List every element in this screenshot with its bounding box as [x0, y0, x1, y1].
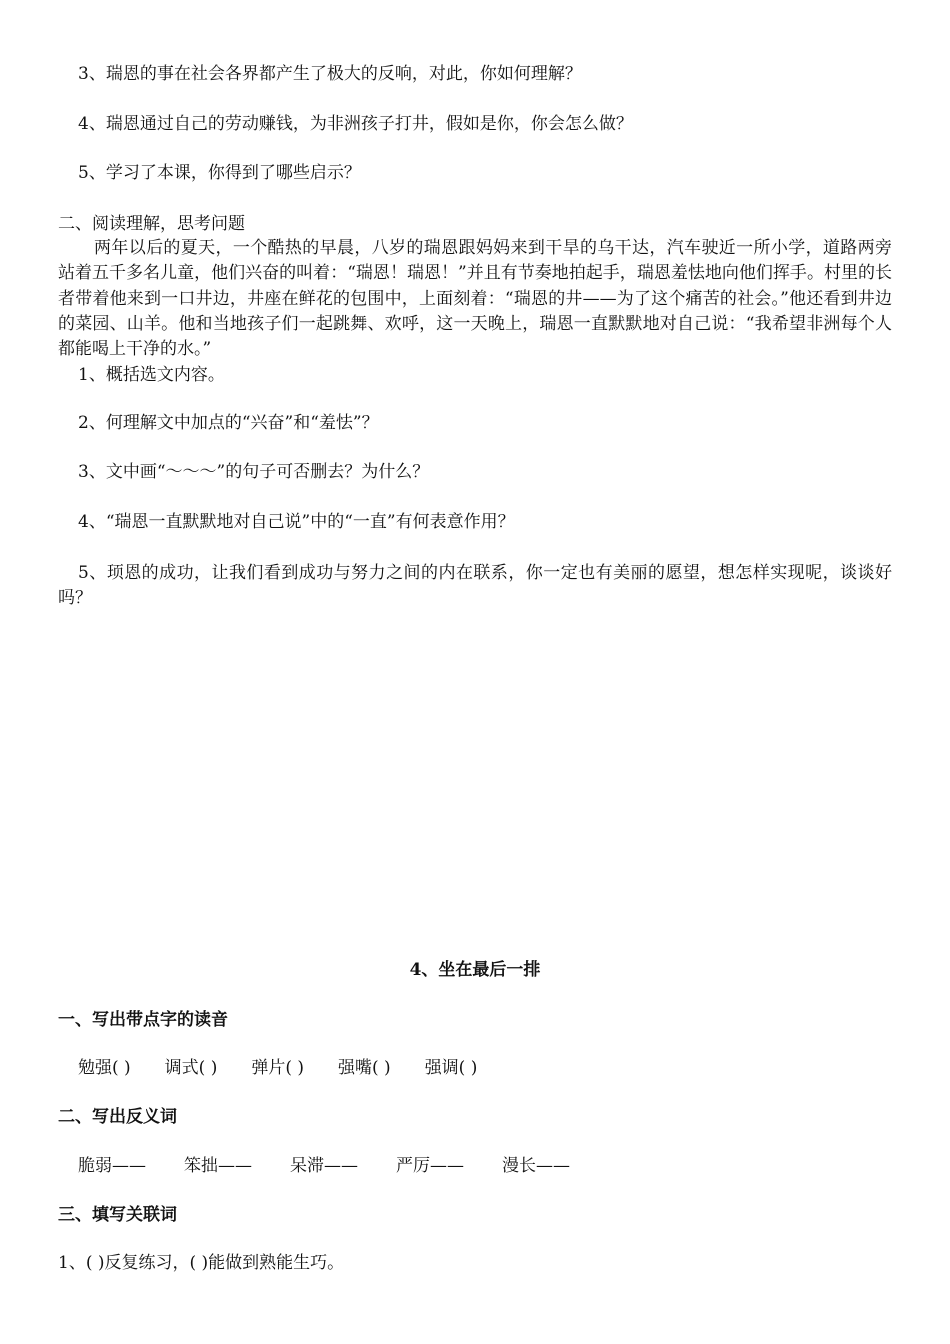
question-a3: 3、瑞恩的事在社会各界都产生了极大的反响，对此，你如何理解？ [78, 64, 582, 84]
question-b3: 3、文中画“～～～”的句子可否删去？为什么？ [78, 462, 430, 482]
part3-heading: 三、填写关联词 [58, 1205, 177, 1225]
question-b2: 2、何理解文中加点的“兴奋”和“羞怯”？ [78, 413, 379, 433]
question-b4: 4、“瑞恩一直默默地对自己说”中的“一直”有何表意作用？ [78, 512, 515, 532]
part1-heading: 一、写出带点字的读音 [58, 1010, 228, 1030]
lesson-title: 4、坐在最后一排 [409, 960, 541, 980]
reading-passage: 两年以后的夏天，一个酷热的早晨，八岁的瑞恩跟妈妈来到干旱的乌干达，汽车驶近一所小学，道路两旁站着五千多名儿童，他们兴奋的叫着：“瑞恩！瑞恩！”并且有节奏地拍起手，瑞恩羞怯地向他们挥手。村里的长者带着他来到一口井边，井座在鲜花的包围中，上面刻着：“瑞恩的井——为了这个痛苦的社会。”他还看到井边的菜园、山羊。他和当地孩子们一起跳舞、欢呼，这一天晚上，瑞恩一直默默地对自己说：“我希望非洲每个人都能喝上干净的水。” [58, 238, 892, 360]
antonym-row [78, 1154, 570, 1179]
antonym-item: 漫长—— [502, 1156, 570, 1176]
antonym-item: 呆滞—— [290, 1156, 358, 1176]
question-b5: 5、顼恩的成功，让我们看到成功与努力之间的内在联系，你一定也有美丽的愿望，想怎样实现呢，谈谈好吗？ [58, 563, 892, 609]
pinyin-item: 弹片( ) [251, 1058, 305, 1078]
part2-heading: 二、写出反义词 [58, 1107, 177, 1127]
section-b-heading: 二、阅读理解，思考问题 [58, 214, 245, 234]
pinyin-item: 调式( ) [164, 1058, 218, 1078]
pinyin-row [78, 1056, 477, 1081]
pinyin-item: 强嘴( ) [338, 1058, 391, 1078]
question-b1: 1、概括选文内容。 [78, 365, 225, 385]
antonym-item: 严厉—— [396, 1156, 464, 1176]
question-a5: 5、学习了本课，你得到了哪些启示？ [78, 163, 361, 183]
conjunction-question-1: 1、( )反复练习，( )能做到熟能生巧。 [58, 1253, 345, 1273]
antonym-item: 笨拙—— [184, 1156, 252, 1176]
pinyin-item: 强调( ) [424, 1058, 478, 1078]
pinyin-item: 勉强( ) [78, 1058, 131, 1078]
question-a4: 4、瑞恩通过自己的劳动赚钱，为非洲孩子打井，假如是你，你会怎么做？ [78, 114, 633, 134]
antonym-item: 脆弱—— [78, 1156, 146, 1176]
